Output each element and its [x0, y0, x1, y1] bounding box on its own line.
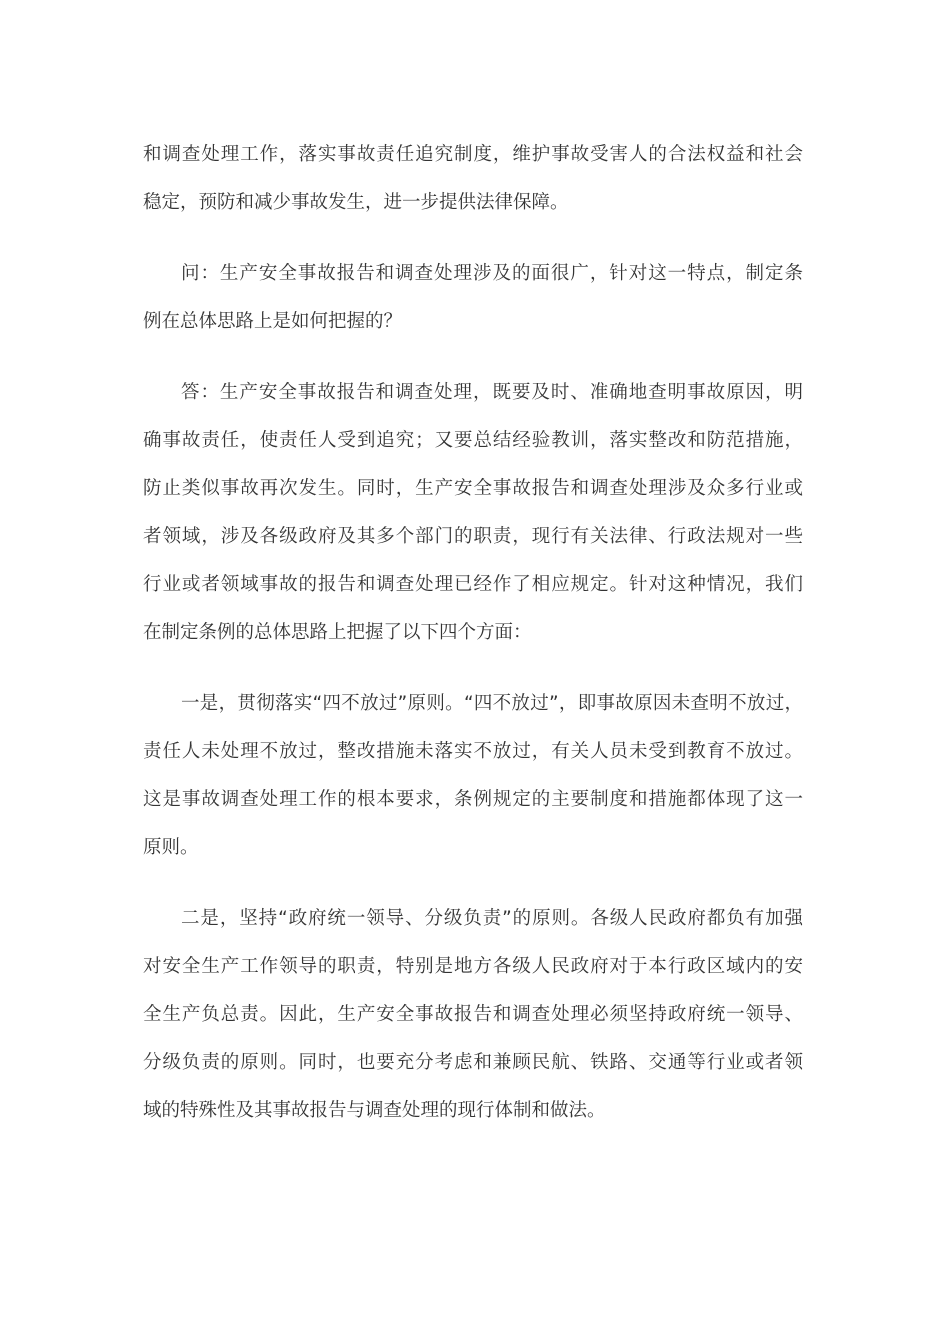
text-line: 域的特殊性及其事故报告与调查处理的现行体制和做法。	[143, 1100, 606, 1121]
text-line: 全生产负总责。因此，生产安全事故报告和调查处理必须坚持政府统一领导、	[143, 1004, 803, 1025]
paragraph-point-one	[143, 680, 803, 872]
text-line: 这是事故调查处理工作的根本要求，条例规定的主要制度和措施都体现了这一	[143, 789, 803, 810]
text-line: 确事故责任，使责任人受到追究；又要总结经验教训，落实整改和防范措施，	[143, 430, 803, 451]
text-line: 对安全生产工作领导的职责，特别是地方各级人民政府对于本行政区域内的安	[143, 956, 803, 977]
paragraph-point-two	[143, 895, 803, 1135]
text-line: 稳定，预防和减少事故发生，进一步提供法律保障。	[143, 192, 569, 213]
text-line: 在制定条例的总体思路上把握了以下四个方面：	[143, 622, 532, 643]
text-line: 防止类似事故再次发生。同时，生产安全事故报告和调查处理涉及众多行业或	[143, 478, 803, 499]
text-line: 责任人未处理不放过，整改措施未落实不放过，有关人员未受到教育不放过。	[143, 741, 803, 762]
text-line: 例在总体思路上是如何把握的？	[143, 311, 403, 332]
paragraph-question	[143, 250, 803, 346]
text-line: 问：生产安全事故报告和调查处理涉及的面很广，针对这一特点，制定条	[181, 263, 803, 284]
document-body	[143, 131, 803, 1135]
text-line: 原则。	[143, 837, 199, 858]
paragraph-answer	[143, 369, 803, 657]
text-line: 答：生产安全事故报告和调查处理，既要及时、准确地查明事故原因，明	[181, 382, 803, 403]
text-line: 和调查处理工作，落实事故责任追究制度，维护事故受害人的合法权益和社会	[143, 144, 803, 165]
text-line: 二是，坚持“政府统一领导、分级负责”的原则。各级人民政府都负有加强	[181, 908, 803, 929]
text-line: 一是，贯彻落实“四不放过”原则。“四不放过”，即事故原因未查明不放过，	[181, 693, 803, 714]
text-line: 行业或者领域事故的报告和调查处理已经作了相应规定。针对这种情况，我们	[143, 574, 803, 595]
text-line: 者领域，涉及各级政府及其多个部门的职责，现行有关法律、行政法规对一些	[143, 526, 803, 547]
paragraph-1	[143, 131, 803, 227]
text-line: 分级负责的原则。同时，也要充分考虑和兼顾民航、铁路、交通等行业或者领	[143, 1052, 803, 1073]
